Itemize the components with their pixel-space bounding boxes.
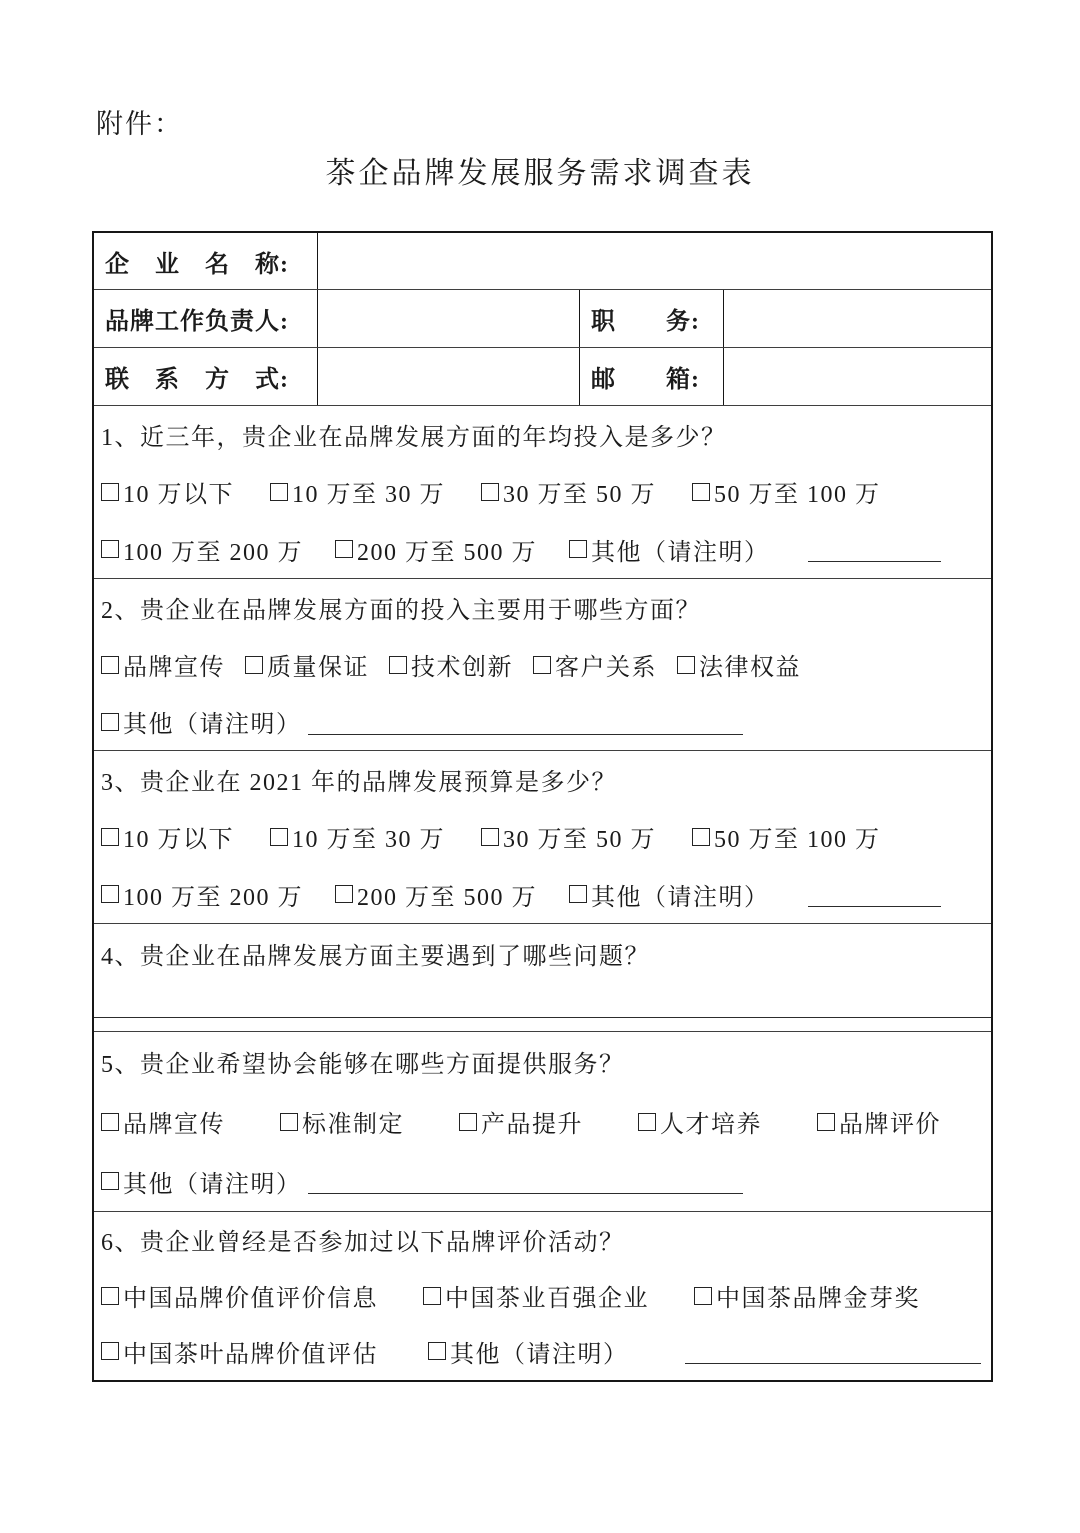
option-label: 中国茶叶品牌价值评估 xyxy=(123,1341,378,1368)
checkbox-icon[interactable] xyxy=(677,656,695,674)
survey-table xyxy=(92,231,993,1382)
option xyxy=(694,1278,920,1313)
checkbox-icon[interactable] xyxy=(101,656,119,674)
question-5-title: 5、贵企业希望协会能够在哪些方面提供服务？ xyxy=(101,1052,625,1079)
option-label: 50 万至 100 万 xyxy=(714,482,881,509)
question-4 xyxy=(94,923,991,1031)
option-label: 品牌宣传 xyxy=(123,655,225,681)
question-6-options-line-1 xyxy=(94,1268,991,1324)
company-name-input-cell[interactable] xyxy=(318,233,991,289)
table-row-company-name xyxy=(94,233,991,289)
checkbox-icon[interactable] xyxy=(692,828,710,846)
option xyxy=(101,819,234,854)
question-6 xyxy=(94,1211,991,1379)
position-label: 职 务: xyxy=(580,290,724,347)
checkbox-icon[interactable] xyxy=(423,1287,441,1305)
option xyxy=(692,819,881,854)
checkbox-icon[interactable] xyxy=(101,1342,119,1360)
checkbox-icon[interactable] xyxy=(817,1113,835,1131)
company-name-label: 企 业 名 称: xyxy=(94,233,318,289)
option-label: 中国茶业百强企业 xyxy=(445,1286,649,1312)
option-label: 品牌评价 xyxy=(839,1112,941,1138)
option xyxy=(245,647,369,682)
question-3-options-line-1 xyxy=(94,808,991,865)
option xyxy=(389,647,513,682)
checkbox-icon[interactable] xyxy=(569,540,587,558)
question-6-title: 6、贵企业曾经是否参加过以下品牌评价活动？ xyxy=(101,1230,625,1257)
checkbox-icon[interactable] xyxy=(569,885,587,903)
answer-underline[interactable] xyxy=(94,1017,991,1018)
checkbox-icon[interactable] xyxy=(533,656,551,674)
option xyxy=(692,474,881,509)
option-label: 50 万至 100 万 xyxy=(714,827,881,854)
option xyxy=(101,647,225,682)
question-3-title: 3、贵企业在 2021 年的品牌发展预算是多少？ xyxy=(101,770,617,797)
option-label: 10 万至 30 万 xyxy=(292,827,445,854)
option-label: 200 万至 500 万 xyxy=(357,884,537,911)
option-label: 质量保证 xyxy=(267,655,369,681)
option-label: 人才培养 xyxy=(660,1112,762,1138)
fill-in-underline[interactable] xyxy=(685,1338,982,1364)
contact-label: 联 系 方 式: xyxy=(94,348,318,405)
question-3-options-line-2 xyxy=(94,866,991,923)
checkbox-icon[interactable] xyxy=(694,1287,712,1305)
option xyxy=(101,877,303,912)
option xyxy=(101,704,302,739)
checkbox-icon[interactable] xyxy=(428,1342,446,1360)
question-6-options-line-2 xyxy=(94,1323,991,1379)
fill-in-underline[interactable] xyxy=(308,708,743,734)
option xyxy=(638,1104,762,1139)
checkbox-icon[interactable] xyxy=(101,1287,119,1305)
option-label: 产品提升 xyxy=(481,1112,583,1138)
option xyxy=(270,474,445,509)
question-2-title: 2、贵企业在品牌发展方面的投入主要用于哪些方面？ xyxy=(101,598,701,624)
question-1 xyxy=(94,405,991,578)
option-label: 其他（请注明） xyxy=(591,884,770,911)
question-2 xyxy=(94,578,991,750)
option-label: 其他（请注明） xyxy=(591,539,770,566)
manager-input-cell[interactable] xyxy=(318,290,580,347)
checkbox-icon[interactable] xyxy=(335,540,353,558)
checkbox-icon[interactable] xyxy=(270,483,288,501)
option-label: 标准制定 xyxy=(302,1112,404,1138)
email-label: 邮 箱: xyxy=(580,348,724,405)
manager-label: 品牌工作负责人: xyxy=(94,290,318,347)
option-label: 10 万以下 xyxy=(123,482,234,509)
option-label: 中国品牌价值评价信息 xyxy=(123,1286,378,1312)
option xyxy=(335,877,537,912)
checkbox-icon[interactable] xyxy=(245,656,263,674)
table-row-manager xyxy=(94,289,991,347)
option xyxy=(459,1104,583,1139)
question-3 xyxy=(94,750,991,923)
checkbox-icon[interactable] xyxy=(692,483,710,501)
checkbox-icon[interactable] xyxy=(389,656,407,674)
option xyxy=(677,647,801,682)
option-label: 200 万至 500 万 xyxy=(357,539,537,566)
checkbox-icon[interactable] xyxy=(101,885,119,903)
option-label: 技术创新 xyxy=(411,655,513,681)
option-label: 客户关系 xyxy=(555,655,657,681)
question-5-options-line-2 xyxy=(94,1151,991,1211)
option-label: 其他（请注明） xyxy=(123,1171,302,1198)
option-label: 法律权益 xyxy=(699,655,801,681)
email-input-cell[interactable] xyxy=(724,348,991,405)
checkbox-icon[interactable] xyxy=(101,828,119,846)
fill-in-underline[interactable] xyxy=(808,536,941,562)
question-2-options-line-2 xyxy=(94,693,991,750)
checkbox-icon[interactable] xyxy=(638,1113,656,1131)
option xyxy=(423,1278,649,1313)
fill-in-underline[interactable] xyxy=(308,1168,743,1194)
checkbox-icon[interactable] xyxy=(101,540,119,558)
option xyxy=(481,474,656,509)
option-label: 30 万至 50 万 xyxy=(503,827,656,854)
checkbox-icon[interactable] xyxy=(481,483,499,501)
option xyxy=(569,877,770,912)
question-1-options-line-1 xyxy=(94,463,991,520)
option-label: 10 万以下 xyxy=(123,827,234,854)
option-label: 100 万至 200 万 xyxy=(123,539,303,566)
option xyxy=(101,532,303,567)
question-5-options-line-1 xyxy=(94,1092,991,1152)
option xyxy=(101,1278,378,1313)
option xyxy=(533,647,657,682)
checkbox-icon[interactable] xyxy=(335,885,353,903)
option-label: 其他（请注明） xyxy=(450,1341,629,1368)
option xyxy=(270,819,445,854)
table-row-contact xyxy=(94,347,991,405)
question-2-options-line-1 xyxy=(94,636,991,693)
option xyxy=(101,1104,225,1139)
question-1-title: 1、近三年，贵企业在品牌发展方面的年均投入是多少？ xyxy=(101,425,727,452)
checkbox-icon[interactable] xyxy=(459,1113,477,1131)
checkbox-icon[interactable] xyxy=(101,1113,119,1131)
option-label: 其他（请注明） xyxy=(123,712,302,738)
option-label: 100 万至 200 万 xyxy=(123,884,303,911)
page-title: 茶企品牌发展服务需求调查表 xyxy=(325,157,755,190)
option xyxy=(817,1104,941,1139)
option xyxy=(481,819,656,854)
checkbox-icon[interactable] xyxy=(101,483,119,501)
question-5 xyxy=(94,1031,991,1211)
attachment-label: 附件： xyxy=(96,109,183,139)
position-input-cell[interactable] xyxy=(724,290,991,347)
fill-in-underline[interactable] xyxy=(808,881,941,907)
option-label: 30 万至 50 万 xyxy=(503,482,656,509)
contact-input-cell[interactable] xyxy=(318,348,580,405)
checkbox-icon[interactable] xyxy=(101,1172,119,1190)
question-4-title: 4、贵企业在品牌发展方面主要遇到了哪些问题？ xyxy=(101,943,650,970)
option-label: 中国茶品牌金芽奖 xyxy=(716,1286,920,1312)
option-label: 品牌宣传 xyxy=(123,1112,225,1138)
option xyxy=(101,1334,378,1369)
checkbox-icon[interactable] xyxy=(101,713,119,731)
checkbox-icon[interactable] xyxy=(280,1113,298,1131)
option-label: 10 万至 30 万 xyxy=(292,482,445,509)
option xyxy=(101,1164,302,1199)
option xyxy=(280,1104,404,1139)
question-1-options-line-2 xyxy=(94,521,991,578)
option xyxy=(101,474,234,509)
checkbox-icon[interactable] xyxy=(481,828,499,846)
option xyxy=(335,532,537,567)
option xyxy=(428,1334,629,1369)
checkbox-icon[interactable] xyxy=(270,828,288,846)
option xyxy=(569,532,770,567)
